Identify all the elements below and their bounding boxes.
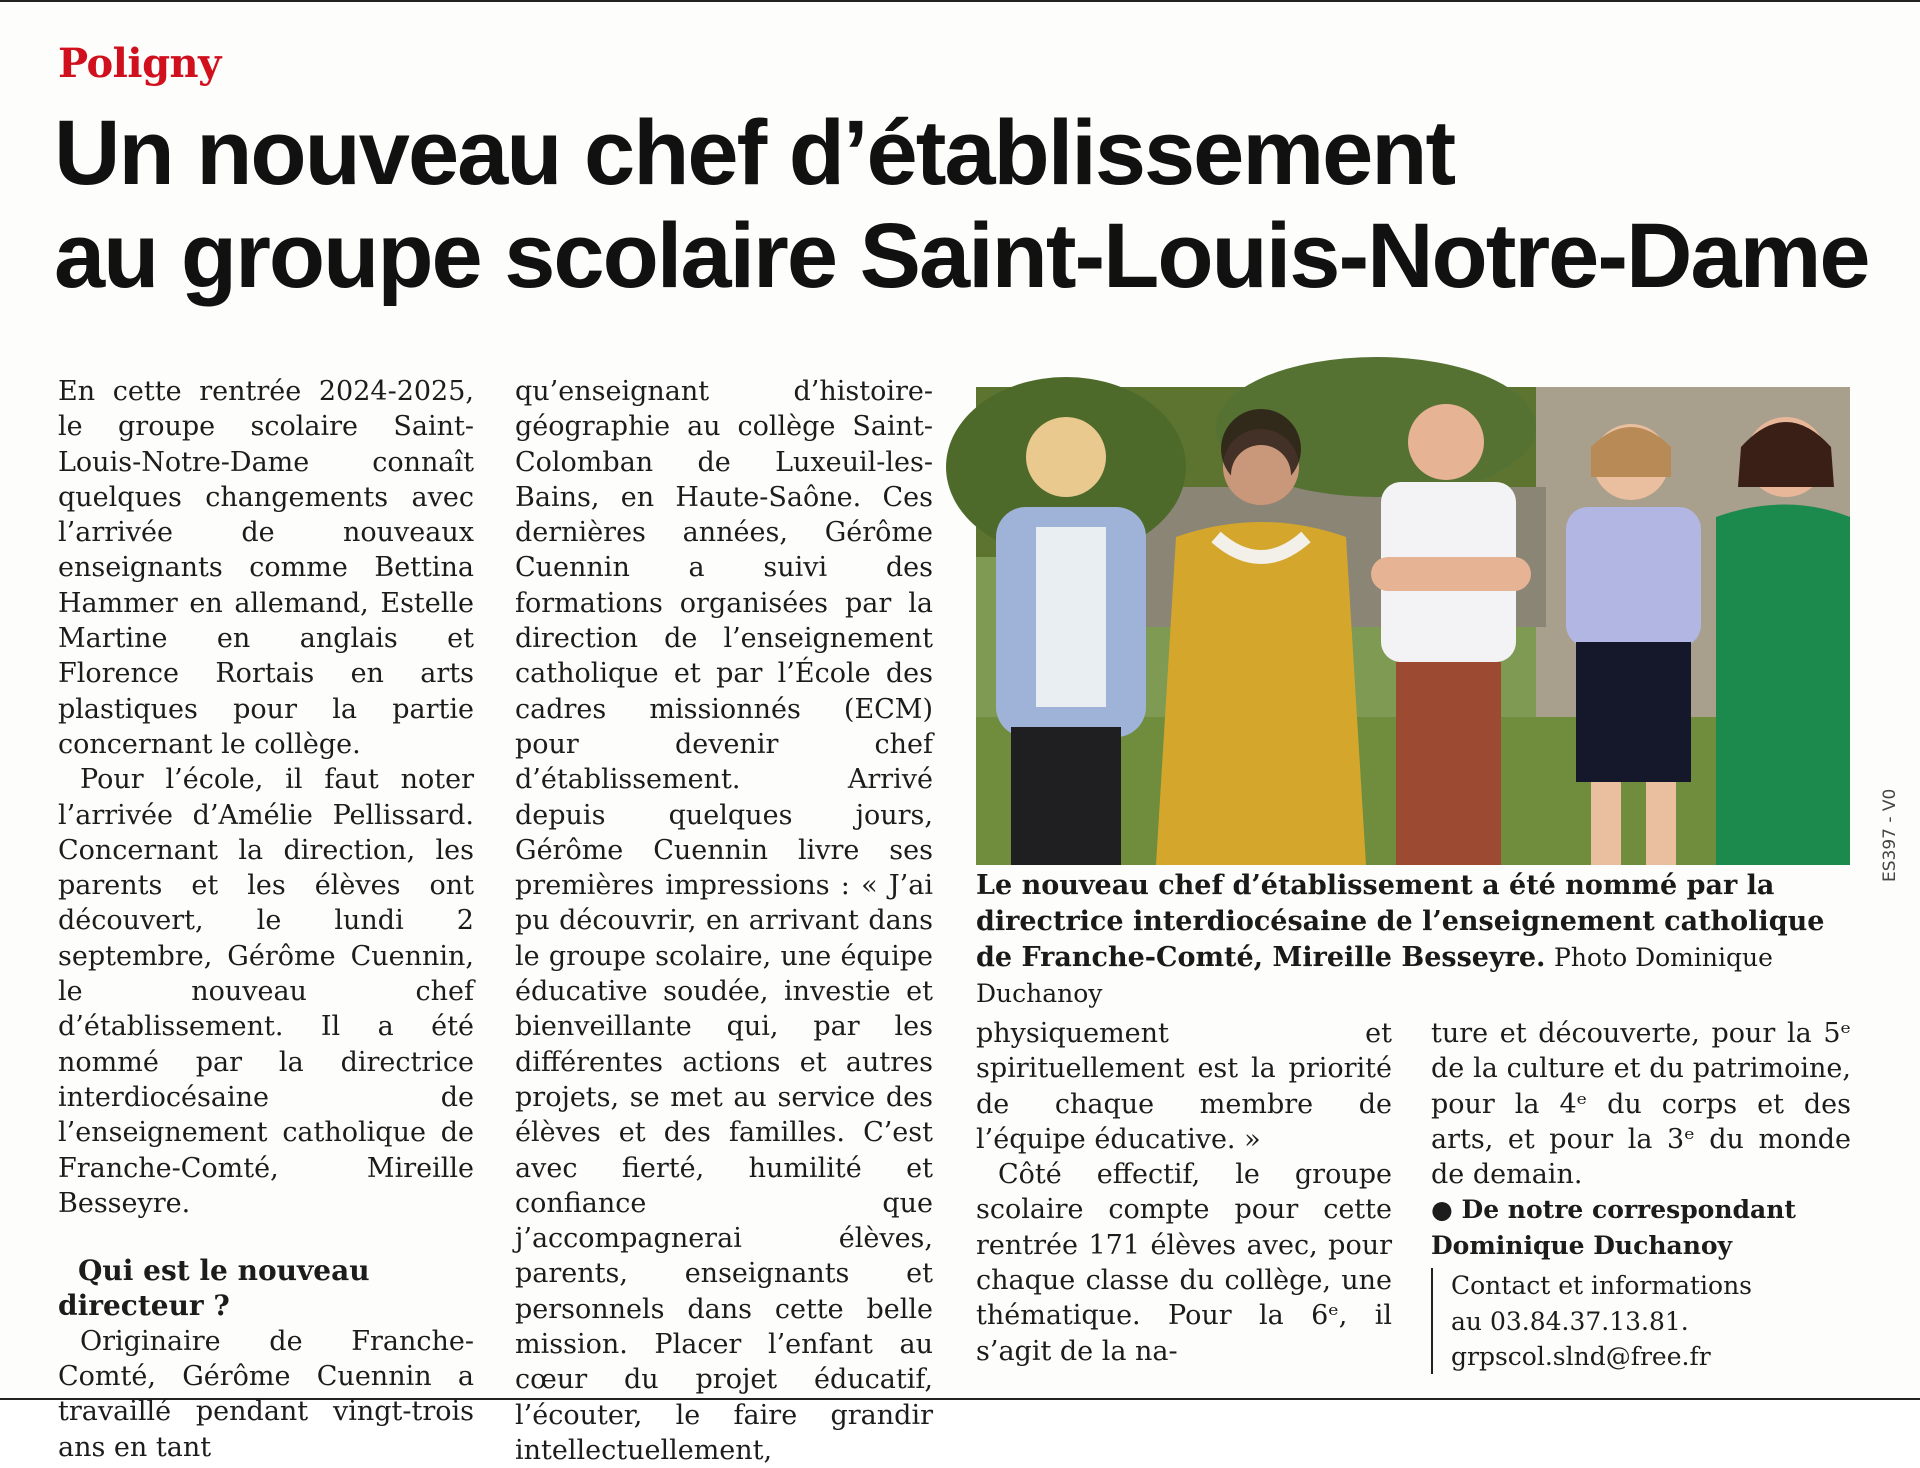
subheading bbox=[58, 1253, 474, 1324]
headline-line-1: Un nouveau chef d’établissement bbox=[54, 102, 1455, 204]
contact-phone: au 03.84.37.13.81. bbox=[1451, 1306, 1689, 1336]
print-margin-code: ES397 - V0 bbox=[1880, 788, 1900, 882]
paragraph-quote-end: physiquement et spirituellement est la priorité de chaque membre de l’équipe éducative. » bbox=[976, 1018, 1392, 1155]
paragraph-themes: ture et découverte, pour la 5ᵉ de la culture et du patrimoine, pour la 4ᵉ du corps et des arts, et pour la 3ᵉ du monde de demain. bbox=[1431, 1018, 1851, 1191]
signature-line-2: Dominique Duchanoy bbox=[1431, 1231, 1733, 1261]
section-kicker: Poligny bbox=[58, 40, 221, 87]
article-headline bbox=[54, 102, 1874, 308]
photo-caption bbox=[976, 868, 1854, 1012]
text-column-1 bbox=[58, 374, 474, 1465]
article-photo bbox=[976, 387, 1850, 865]
paragraph-enrollment: Côté effectif, le groupe scolaire compte pour cette rentrée 171 élèves avec, pour chaque classe du collège, une thématique. Pour la 6ᵉ, il s’agit de la na- bbox=[976, 1159, 1392, 1367]
photo-credit: Photo Dominique Duchanoy bbox=[976, 943, 1773, 1008]
contact-box bbox=[1431, 1268, 1851, 1374]
text-column-3 bbox=[976, 1016, 1392, 1369]
contact-line-1: Contact et informations bbox=[1451, 1271, 1753, 1301]
paragraph-origin: Originaire de Franche-Comté, Gérôme Cuennin a travaillé pendant vingt-trois ans en tant bbox=[58, 1325, 474, 1463]
group-photo-illustration bbox=[976, 387, 1850, 865]
paragraph-intro: En cette rentrée 2024-2025, le groupe scolaire Saint-Louis-Notre-Dame connaît quelques changements avec l’arrivée de nouveaux enseignants comme Bettina Hammer en allemand, Estelle Martine en anglais et Florence Rortais en arts plastiques pour la partie concernant le collège. bbox=[58, 376, 474, 760]
headline-line-2: au groupe scolaire Saint-Louis-Notre-Dame bbox=[54, 205, 1869, 307]
paragraph-career: qu’enseignant d’histoire-géographie au collège Saint-Colomban de Luxeuil-les-Bains, en Haute-Saône. Ces dernières années, Gérôme Cuennin a suivi des formations organisées par la direction de l’enseignement catholique et par l’École des cadres missionnés (ECM) pour devenir chef d’établissement. Arrivé depuis quelques jours, Gérôme Cuennin livre ses premières impressions : « J’ai pu découvrir, en arrivant dans le groupe scolaire, une équipe éducative soudée, investie et bienveillante qui, par les différentes actions et autres projets, se met au service des élèves et des familles. C’est avec fierté, humilité et confiance que j’accompagnerai élèves, parents, enseignants et personnels dans cette belle mission. Placer l’enfant au cœur du projet éducatif, l’écouter, le faire grandir intellectuellement, bbox=[515, 376, 933, 1466]
paragraph-direction: Pour l’école, il faut noter l’arrivée d’Amélie Pellissard. Concernant la direction, les parents et les élèves ont découvert, le lundi 2 septembre, Gérôme Cuennin, le nouveau chef d’établissement. Il a été nommé par la directrice interdiocésaine de l’enseignement catholique de Franche-Comté, Mireille Besseyre. bbox=[58, 764, 474, 1219]
contact-email: grpscol.slnd@free.fr bbox=[1451, 1342, 1711, 1372]
signature-line-1: ● De notre correspondant bbox=[1431, 1195, 1796, 1225]
text-column-2 bbox=[515, 374, 933, 1468]
author-signature bbox=[1431, 1192, 1851, 1264]
caption-text: Le nouveau chef d’établissement a été nommé par la directrice interdiocésaine de l’enseignement catholique de Franche-Comté, Mireille Besseyre. bbox=[976, 870, 1825, 973]
subheading-line-1: Qui est le nouveau bbox=[78, 1254, 370, 1288]
text-column-4 bbox=[1431, 1016, 1851, 1374]
subheading-line-2: directeur ? bbox=[58, 1289, 230, 1323]
